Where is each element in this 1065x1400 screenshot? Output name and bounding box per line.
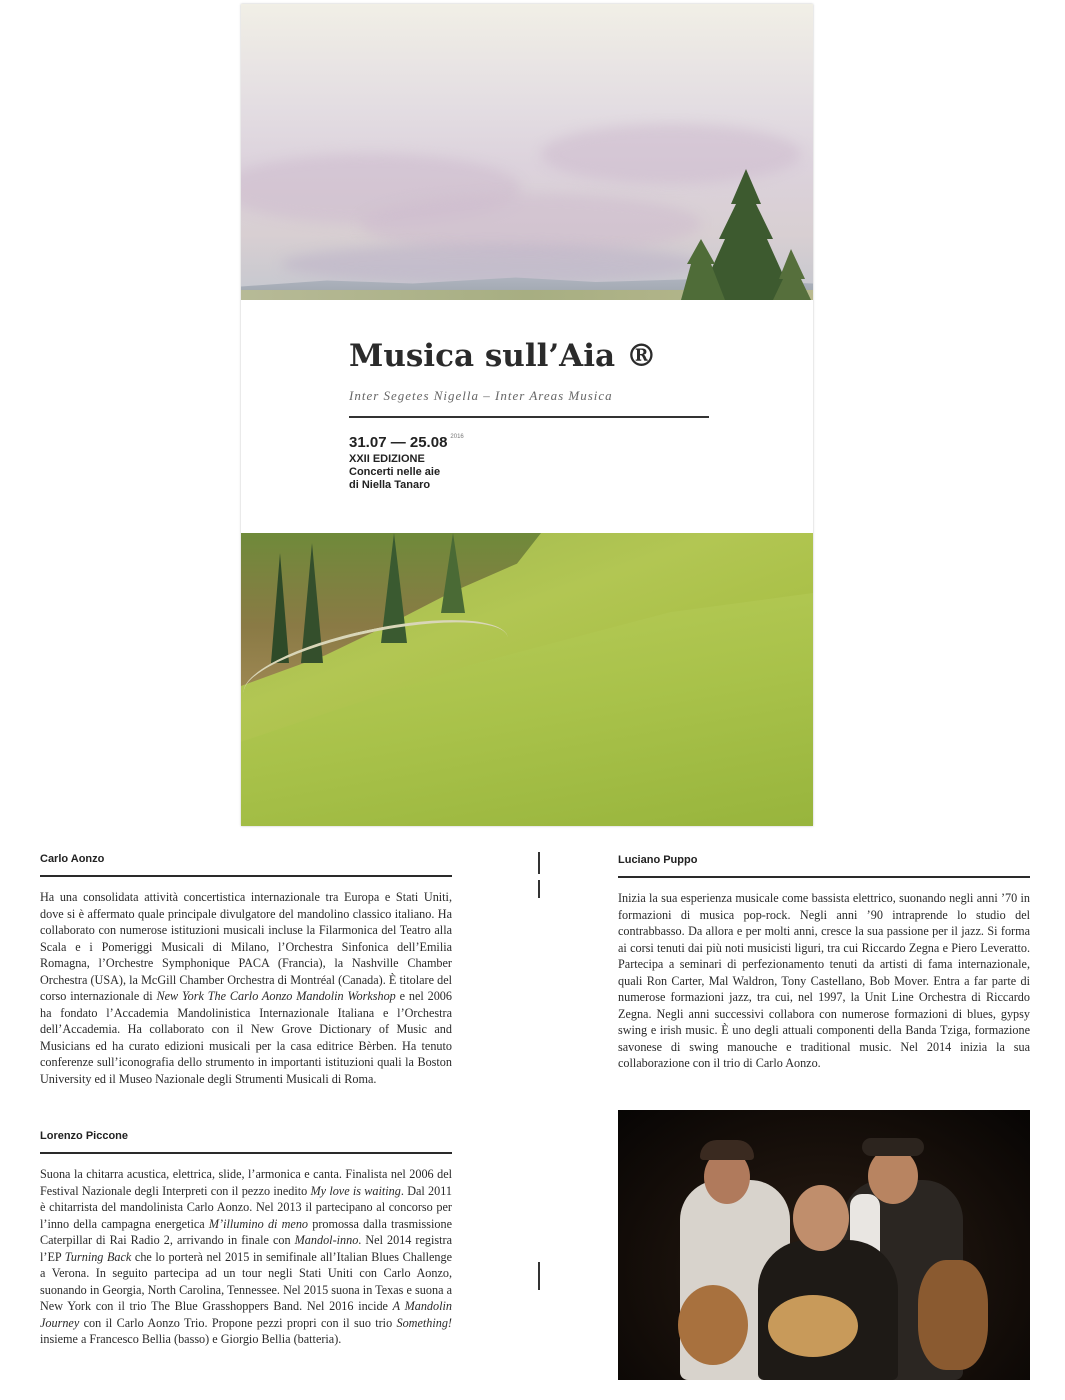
program-cover	[241, 4, 813, 826]
bio-text-lorenzo-piccone: Suona la chitarra acustica, elettrica, slide, l’armonica e canta. Finalista nel 2006 del Festival Nazionale degli Interpreti con il pezzo inedito My love is waiting. Dal 2011 è chitarrista del mandolinista Carlo Aonzo. Nel 2013 il partecipano al concorso per l’inno della campagna energetica M’illumino di meno promossa dalla trasmissione Caterpillar di Rai Radio 2, arrivando in finale con Mandol-inno. Nel 2014 registra l’EP Turning Back che lo porterà nel 2015 in semifinale all’Italian Blues Challenge a Verona. In seguito partecipa ad un tour negli Stati Uniti con Carlo Aonzo, suonando in Georgia, North Carolina, Tennessee. Nel 2015 suona in Texas e suona a New York con il trio The Blue Grasshoppers Band. Nel 2016 incide A Mandolin Journey con il Carlo Aonzo Trio. Propone pezzi propri con il suo trio Something! insieme a Francesco Bellia (basso) e Giorgio Bellia (batteria).	[40, 1167, 453, 1346]
bio-divider	[40, 875, 452, 877]
mandolin-icon	[768, 1295, 858, 1357]
bio-divider	[40, 1152, 452, 1154]
bio-text-luciano-puppo: Inizia la sua esperienza musicale come bassista elettrico, suonando negli anni ’70 in formazioni di musica pop-rock. Negli anni ’90 intraprende lo studio del contrabbasso. Da allora e per molti anni, cresce la sua passione per il jazz. Si forma ai corsi tenuti dai più noti musicisti liguri, tra cui Riccardo Zegna e Piero Leveratto. Partecipa a seminari di perfezionamento tenuti da artisti di fama internazionale, quali Ron Carter, Mal Waldron, Tony Castellano, Bob Mover. Entra a far parte di numerose formazioni jazz, tra cui, nel 1997, la Unit Line Orchestra di Riccardo Zegna. Negli anni successivi collabora con numerose formazioni di blues, gypsy swing e irish music. È uno degli attuali componenti della Banda Tziga, formazione savonese di swing manouche e traditional music. Nel 2014 inizia la sua collaborazione con il trio di Carlo Aonzo.	[618, 891, 1030, 1070]
page-spine-mark	[538, 880, 540, 898]
meadow-photo	[241, 533, 813, 826]
bio-text-carlo-aonzo: Ha una consolidata attività concertistica internazionale tra Europa e Stati Uniti, dove si è affermato quale principale divulgatore del mandolino classico italiano. Ha collaborato con numerose istituzioni musicali incluse la Filarmonica del Teatro alla Scala e i Pomeriggi Musicali di Milano, l’Orchestra Sinfonica dell’Emilia Romagna, l’Orchestre Symphonique PACA (Francia), la Nashville Chamber Orchestra (USA), la McGill Chamber Orchestra di Montréal (Canada). È titolare del corso internazionale di New York The Carlo Aonzo Mandolin Workshop e nel 2006 ha fondato l’Accademia Mandolinistica Internazionale Italiana e l’Orchestra dell’Accademia. Ha collaborato con il New Grove Dictionary of Music and Musicians ed ha curato edizioni musicali per la casa editrice Bèrben. Ha tenuto conferenze sull’iconografia dello strumento in importanti istituzioni quali la Boston University ed il Museo Nazionale degli Strumenti Musicali di Roma.	[40, 890, 452, 1086]
edition-label: XXII EDIZIONE	[349, 453, 425, 465]
cover-subtitle: Inter Segetes Nigella – Inter Areas Musica	[349, 388, 613, 403]
bio-name-carlo-aonzo: Carlo Aonzo	[40, 853, 105, 865]
sky-photo	[241, 4, 813, 300]
fir-tree-icon	[681, 169, 811, 300]
festival-dates: 31.07 — 25.08 $^{2016}$	[349, 434, 464, 451]
bio-divider	[618, 876, 1030, 878]
bio-name-lorenzo-piccone: Lorenzo Piccone	[40, 1130, 129, 1142]
cover-title: Musica sull’Aia ®	[349, 338, 657, 374]
festival-year: 2016	[450, 434, 464, 440]
cover-divider	[349, 416, 709, 418]
trio-photo	[618, 1110, 1030, 1380]
page-spine-mark	[538, 852, 540, 874]
title-band	[241, 300, 813, 533]
concert-venue-line-2: di Niella Tanaro	[349, 479, 431, 491]
bio-name-luciano-puppo: Luciano Puppo	[618, 854, 698, 866]
concert-venue-line-1: Concerti nelle aie	[349, 466, 441, 478]
page-spine-mark	[538, 1262, 540, 1290]
